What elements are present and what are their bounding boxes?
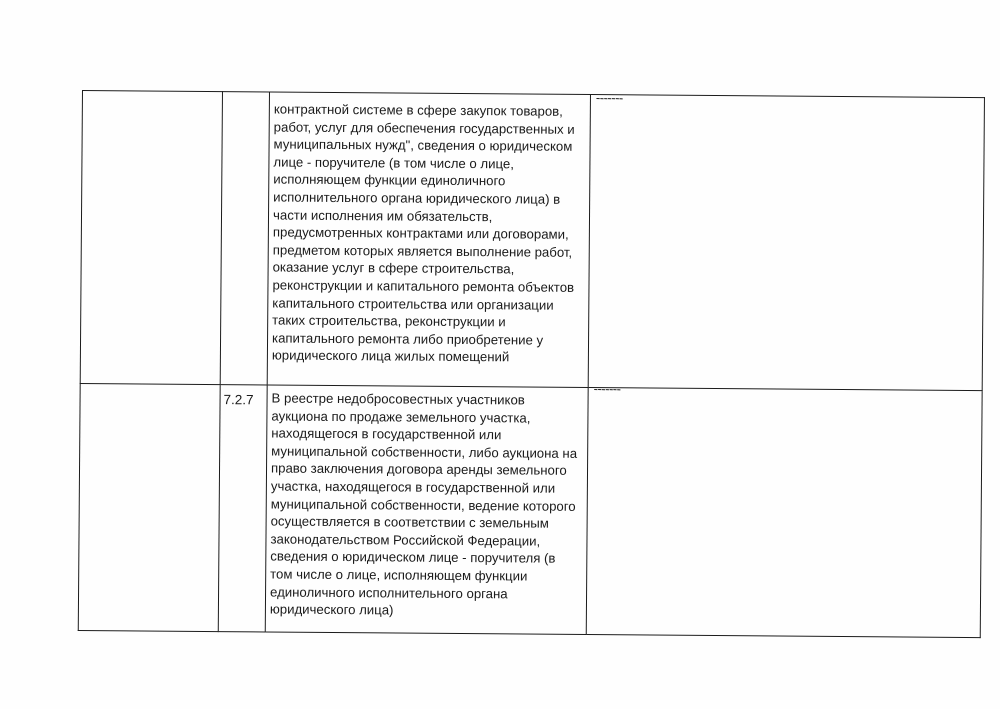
requirement-description: В реестре недобросовестных участников аукциона по продаже земельного участка, находящегося в государственной или муниципальной собственности, либо аукциона на право заключения договора аренды земельного участка, находящегося в государственной или муниципальной собственности, ведение которого осуществляется в соответствии с земельным законодательством Российской Федерации, сведения о юридическом лице - поручителя (в том числе о лице, исполняющем функции единоличного исполнительного органа юридического лица)	[269, 390, 578, 618]
item-number	[223, 92, 269, 98]
value-dash: -------	[595, 90, 623, 106]
value-dash: -------	[593, 381, 621, 397]
requirement-description: контрактной системе в сфере закупок товаров, работ, услуг для обеспечения государственных и муниципальных нужд", сведения о юридическом лице - поручителе (в том числе о лице, исполняющем функции единоличного исполнительного органа юридического лица) в части исполнения им обязательств, предусмотренных контрактами или договорами, предметом которых является выполнение работ, оказание услуг в сфере строительства, реконструкции и капитального ремонта объектов капитального строительства или организации таких строительства, реконструкции и капитального ремонта либо приобретение у юридического лица жилых помещений	[271, 101, 575, 365]
table-row	[80, 91, 984, 391]
empty-cell	[80, 91, 222, 385]
empty-cell	[78, 383, 220, 631]
item-number-cell	[218, 385, 267, 632]
item-number-cell	[220, 92, 269, 385]
value-cell	[588, 90, 984, 390]
table-row	[78, 383, 982, 637]
table-container	[78, 90, 985, 638]
requirement-description-cell	[265, 385, 588, 635]
requirements-table	[78, 90, 985, 638]
item-number: 7.2.7	[223, 392, 254, 408]
requirement-description-cell	[267, 92, 590, 388]
value-cell	[586, 381, 982, 637]
